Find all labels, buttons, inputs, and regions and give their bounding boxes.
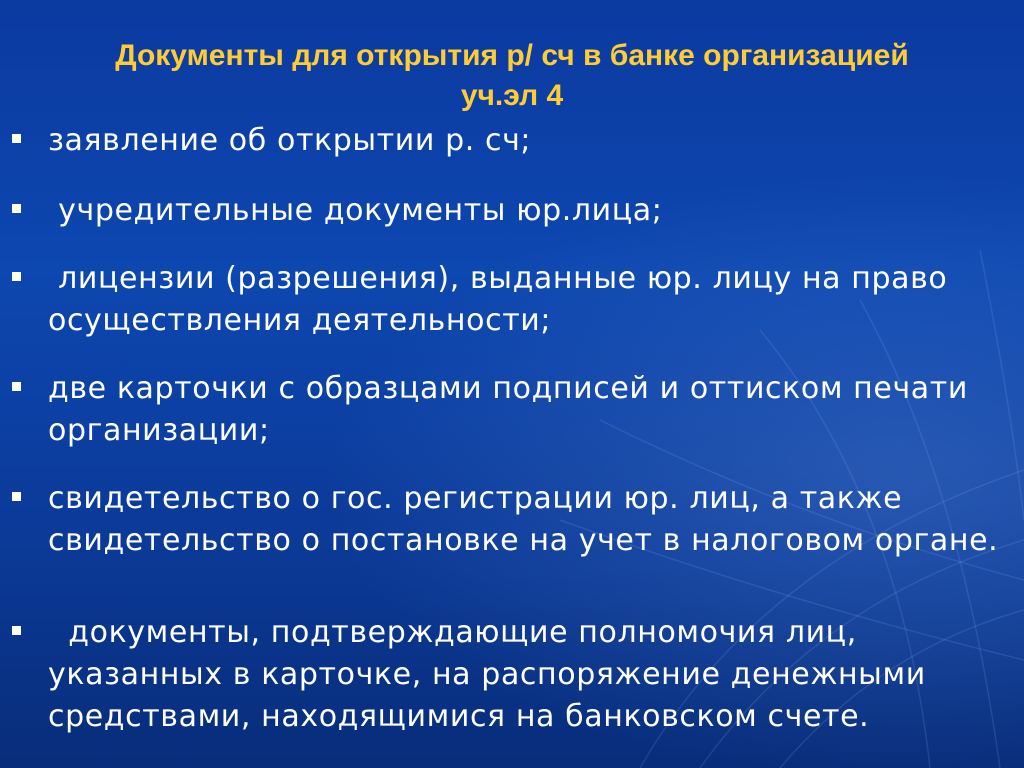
list-item — [48, 612, 1003, 738]
list-item-text: документы, подтверждающие полномочия лиц, указанных в карточке, на распоряжение денежными средствами, находящимися на банковском счете. — [48, 615, 936, 734]
slide-title-line-1: Документы для открытия р/ сч в банке организацией — [115, 39, 909, 72]
list-item — [48, 120, 1003, 162]
square-bullet-icon — [12, 626, 21, 635]
square-bullet-icon — [12, 134, 21, 143]
list-item-text: заявление об открытии р. сч; — [48, 123, 532, 158]
list-item — [48, 190, 1003, 232]
square-bullet-icon — [12, 204, 21, 213]
list-item-text: свидетельство о гос. регистрации юр. лиц, а также свидетельство о постановке на учет в налоговом органе. — [48, 481, 999, 558]
list-item-text: учредительные документы юр.лица; — [48, 193, 663, 228]
list-item — [48, 258, 1003, 342]
slide-title-line-2: уч.эл 4 — [460, 79, 564, 112]
list-item — [48, 368, 1003, 452]
list-item — [48, 478, 1003, 562]
list-item-text: две карточки с образцами подписей и оттиском печати организации; — [48, 371, 979, 448]
square-bullet-icon — [12, 382, 21, 391]
square-bullet-icon — [12, 272, 21, 281]
square-bullet-icon — [12, 492, 21, 501]
list-item-text: лицензии (разрешения), выданные юр. лицу на право осуществления деятельности; — [48, 261, 958, 338]
